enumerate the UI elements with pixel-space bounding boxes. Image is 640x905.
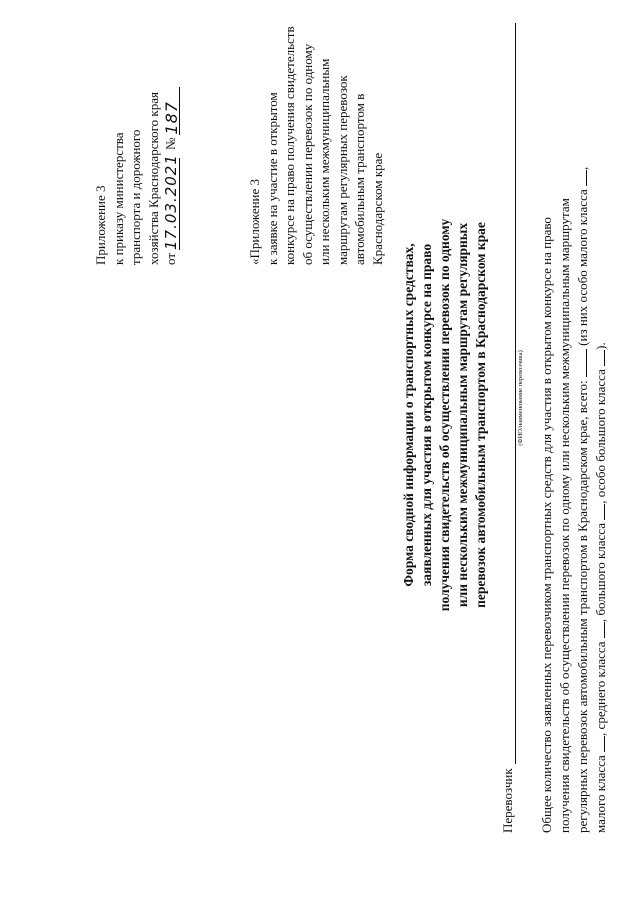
order-reference (162, 25, 180, 265)
form-title-line: заявленных для участия в открытом конкурсе на право (419, 243, 434, 587)
appendix-line: транспорта и дорожного (128, 129, 143, 265)
large-class-field[interactable] (592, 504, 605, 520)
summary-line (574, 23, 592, 833)
summary-text: , особо большого класса (593, 369, 608, 504)
medium-class-field[interactable] (592, 622, 605, 638)
form-title-line: перевозок автомобильным транспортом в Краснодарском крае (473, 222, 488, 608)
total-count-field[interactable] (574, 349, 587, 377)
summary-text: малого класса (593, 755, 608, 833)
carrier-label: Перевозчик (500, 768, 515, 833)
summary-line: Общее количество заявленных перевозчиком транспортных средств для участия в открытом конкурсе на право (539, 217, 554, 833)
annex-line: к заявке на участие в открытом (264, 92, 280, 265)
summary-text: регулярных перевозок автомобильным транспортом в Краснодарском крае, всего: (575, 380, 590, 833)
summary-text: , большого класса (593, 523, 608, 623)
summary-text: , среднего класса (593, 641, 608, 736)
carrier-name-field[interactable] (501, 23, 516, 764)
form-title-line: получения свидетельств об осуществлении перевозок по одному (437, 218, 452, 612)
annex-line: или нескольким межмуниципальным (317, 58, 332, 265)
form-title (400, 175, 490, 655)
summary-line (592, 23, 610, 833)
small-class-field[interactable] (592, 736, 605, 752)
annex-line: конкурсе на право получения свидетельств (282, 26, 297, 265)
annex-title: «Приложение 3 (247, 178, 262, 265)
order-from-label: от (163, 252, 178, 265)
appendix-title: Приложение 3 (93, 185, 108, 265)
extra-small-class-field[interactable] (574, 170, 587, 186)
appendix-line: хозяйства Краснодарского края (145, 92, 161, 265)
order-number-label: № (163, 137, 178, 150)
summary-text: (из них особо малого класса (575, 189, 590, 346)
summary-text: , (575, 166, 590, 170)
annex-line: маршрутам регулярных перевозок (334, 75, 350, 265)
summary-line: получения свидетельств об осуществлении перевозок по одному или нескольким межмуниципальным маршрутам (557, 198, 572, 833)
vehicle-count-summary (538, 23, 610, 833)
annex-line: Краснодарском крае (369, 152, 385, 265)
extra-large-class-field[interactable] (592, 350, 605, 366)
carrier-field-row (500, 23, 516, 833)
order-date-handwritten: 17.03.2021 (161, 154, 180, 250)
appendix-header (92, 25, 180, 265)
order-number-handwritten: 187 (164, 87, 180, 135)
form-title-line: Форма сводной информации о транспортных средствах, (401, 243, 416, 587)
annex-line: об осуществлении перевозок по одному (299, 43, 315, 265)
summary-text: ). (593, 342, 608, 350)
annex-header (246, 10, 386, 265)
annex-line: автомобильным транспортом в (352, 93, 367, 265)
carrier-section (500, 23, 524, 833)
appendix-line: к приказу министерства (110, 132, 126, 265)
form-title-line: или нескольким межмуниципальным маршрутам регулярных (455, 222, 470, 608)
carrier-field-hint: (ФИО/наименование перевозчика) (517, 350, 524, 446)
